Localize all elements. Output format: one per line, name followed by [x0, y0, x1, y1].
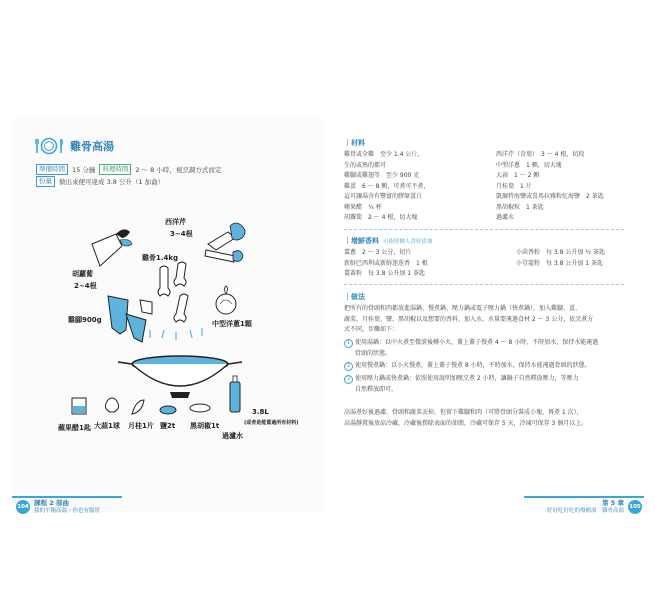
optional-item: 新鮮巴西利或新鮮迷迭香 1 根	[344, 259, 428, 267]
ingredient-item: 生的或熟的都可	[344, 161, 387, 169]
garlic-label: 大蒜1球	[94, 422, 120, 430]
water-qty-label: 3.8L	[252, 408, 269, 416]
right-footer-bar	[524, 496, 644, 498]
pepper-drawing	[190, 404, 210, 412]
cook-time-value: 2 ～ 8 小時，視烹調方式而定	[135, 166, 222, 174]
ingredient-item: 胡蘿蔔 2 ～ 4 根，切大塊	[344, 214, 418, 221]
salt-drawing	[160, 406, 176, 414]
ingredient-item: 蘋果醋 ¼ 杯	[344, 203, 382, 211]
ingredient-item: 黑胡椒粒 1 茶匙	[496, 203, 544, 211]
ingredients-col2	[496, 150, 604, 224]
ingredient-item: 雞蛋 6 ～ 8 顆，可煮可不煮，	[344, 182, 430, 190]
page-number-left: 104	[16, 500, 30, 514]
optional-item: 薑蔥 2 ～ 3 公分，切片	[344, 249, 412, 256]
method-step-2: 2 使用慢煮鍋：以小火慢煮，蓋上蓋子慢煮 8 小時，不時加水，保持水能淹過骨頭的狀態。	[344, 361, 591, 372]
optional-item: 小荳蔻粉 每 3.8 公升加 1 茶匙	[516, 259, 603, 267]
chicken-bones-drawing	[158, 262, 188, 322]
bay-label: 月桂1片	[128, 422, 154, 430]
garlic-drawing	[105, 398, 118, 412]
right-footer-title: 第 5 章	[601, 499, 624, 507]
ingredient-item: 中型洋蔥 1 顆，切大塊	[496, 161, 562, 169]
prep-time-line	[36, 164, 221, 175]
celery-drawing	[205, 223, 245, 262]
optional-item: 小茴香粉 每 3.8 公升加 ½ 茶匙	[516, 249, 605, 256]
optional-note: 可依照個人喜好添加	[383, 239, 433, 245]
chicken-feet-drawing	[108, 296, 152, 342]
plate-utensils-icon	[34, 136, 64, 156]
divider	[344, 229, 624, 230]
salt-label: 鹽2t	[160, 422, 176, 430]
yield-value: 做出來便可達成 3.8 公升（1 加侖）	[59, 178, 165, 186]
optional-item: 薑黃粉 每 3.8 公升加 1 茶匙	[344, 270, 425, 277]
optional-col2	[516, 248, 605, 269]
cook-time-tag: 料理時間	[99, 164, 131, 175]
ingredients-illustration	[30, 204, 320, 444]
feet-label: 雞腳900g	[68, 316, 102, 324]
method-outro: 高湯煮好後過濾，骨頭和蔬菜丟掉，但留下雞腳和肉（可將骨頭分裝成小塊，再煮 1 次）， 高湯靜置後放涼冷藏，冷藏後撈除表面的油脂，冷藏可保存 5 天，冷凍可保存 3 個月以上。	[344, 409, 588, 427]
ingredients-heading: ｜材料	[344, 139, 365, 147]
optional-heading: ｜增鮮香料 可依照個人喜好添加	[344, 237, 433, 245]
method-step-1: 1 使用湯鍋：以中火煮至微滾後轉小火，蓋上蓋子慢煮 4 ～ 8 小時，不時加水，保持水能淹過 骨頭的狀態。	[344, 338, 598, 359]
optional-col1	[344, 248, 428, 280]
ingredient-item: 過濾水	[496, 214, 515, 221]
vinegar-label: 蘋果醋1匙	[58, 424, 91, 432]
prep-time-tag: 準備時間	[36, 164, 68, 175]
yield-tag: 份量	[36, 176, 55, 187]
ingredient-item: 這可讓湯含有豐富的膠原蛋白	[344, 193, 423, 200]
wok-drawing	[118, 356, 242, 398]
ingredient-item: 凱爾特海鹽或喜馬拉雅粉紅海鹽 2 茶匙	[496, 193, 604, 200]
water-note-label: (或者是能蓋過所有材料)	[244, 420, 299, 426]
ingredient-item: 大蒜 1 ～ 2 顆	[496, 172, 540, 179]
celery-label: 西洋芹	[165, 218, 186, 226]
ingredients-col1	[344, 150, 429, 224]
right-footer-subtitle: 好好吃好吃的療癒湯 雞骨高湯	[546, 508, 624, 514]
method-step-3: 3 使用壓力鍋或快煮鍋：依照使用說明加壓烹煮 2 小時，讓鍋子自然釋放壓力，等壓力 自然釋放即可。	[344, 374, 579, 395]
right-page	[326, 118, 644, 513]
ingredient-item: 月桂葉 1 片	[496, 182, 532, 190]
bay-leaf-drawing	[132, 400, 144, 414]
onion-label: 中型洋蔥1顆	[212, 320, 252, 328]
divider	[344, 284, 624, 285]
method-heading: ｜做法	[344, 293, 365, 301]
carrot-label: 胡蘿蔔	[72, 270, 93, 278]
ingredient-item: 西洋芹（含葉） 3 ～ 4 根，切段	[496, 151, 585, 158]
ingredient-item: 雞骨或全雞 至少 1.4 公斤，	[344, 151, 424, 158]
pepper-label: 黑胡椒1t	[190, 422, 220, 430]
recipe-title: 雞骨高湯	[70, 140, 114, 153]
water-label: 過濾水	[222, 432, 243, 440]
vinegar-cup-drawing	[72, 398, 86, 414]
prep-time-value: 15 分鐘	[72, 166, 96, 174]
left-footer-subtitle: 我的平衡高湯・你也有腸胃	[34, 508, 101, 514]
bones-label: 雞骨1.4kg	[142, 254, 179, 262]
page-number-right: 105	[628, 500, 642, 514]
carrot-qty-label: 2~4根	[74, 282, 97, 290]
right-footer	[524, 496, 644, 513]
ingredient-item: 雞腳或雞翅等 至少 900 克	[344, 172, 420, 179]
left-page	[12, 118, 324, 513]
left-footer-title: 課程 2 部曲	[34, 499, 70, 507]
celery-qty-label: 3~4根	[170, 230, 193, 238]
method-intro: 把所有的骨頭和肉都放進湯鍋、慢煮鍋、壓力鍋或電子壓力鍋（快煮鍋），加入雞腳、蛋、 蔬菜、月桂葉、鹽、黑胡椒以及想要的香料，加入水，水量要淹過食材 2 ～ 3 公分，依烹煮方 式不同，步驟如下：	[344, 305, 594, 333]
water-bottle-drawing	[230, 376, 240, 412]
yield-line	[36, 176, 164, 187]
carrot-drawing	[92, 229, 132, 266]
recipe-title-row	[34, 136, 114, 156]
onion-drawing	[216, 286, 236, 314]
